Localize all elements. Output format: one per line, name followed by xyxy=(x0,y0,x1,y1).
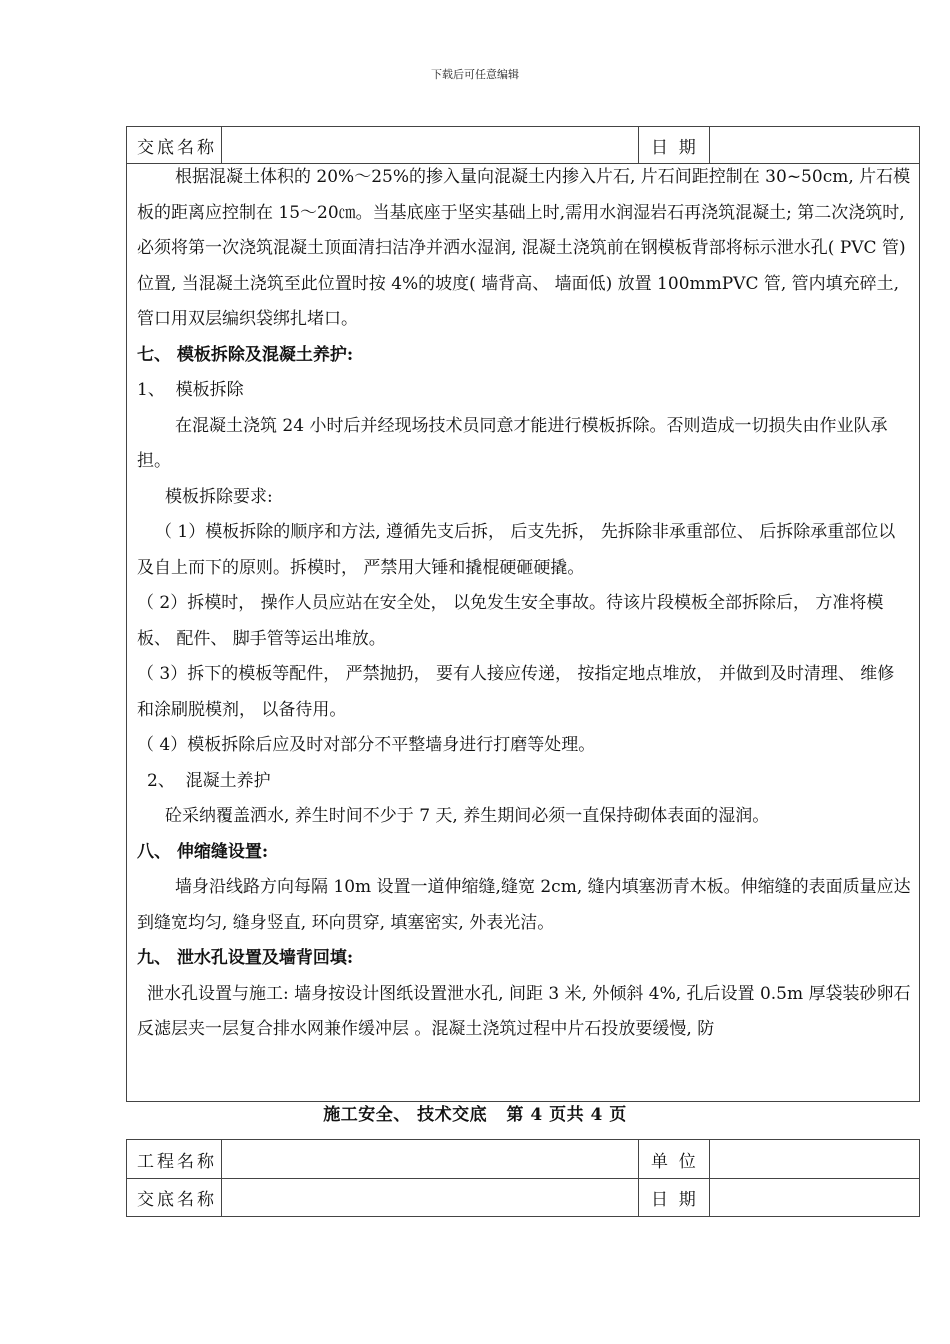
project-label: 工程名称 xyxy=(137,1151,217,1172)
name-label-2: 交底名称 xyxy=(137,1189,217,1210)
header-note: 下载后可任意编辑 xyxy=(431,68,519,81)
page-subtitle: 施工安全、 技术交底 第 4 页共 4 页 xyxy=(323,1105,627,1125)
name-value-cell-2[interactable] xyxy=(222,1178,639,1216)
name-label-cell-2 xyxy=(127,1178,222,1216)
paragraph-8: 砼采纳覆盖洒水, 养生时间不少于 7 天, 养生期间必须一直保持砌体表面的湿润。 xyxy=(165,806,770,826)
paragraph-5: （ 2）拆模时， 操作人员应站在安全处， 以免发生安全事故。待该片段模板全部拆除后， 方准将模板、 配件、 脚手管等运出堆放。 xyxy=(137,593,884,649)
subsection-2: 2、 混凝土养护 xyxy=(147,770,271,791)
name-value-cell[interactable] xyxy=(222,127,639,163)
paragraph-3: 模板拆除要求: xyxy=(165,486,273,507)
content-body xyxy=(137,160,911,1048)
date-label-2: 日 期 xyxy=(651,1189,696,1210)
unit-label: 单 位 xyxy=(651,1151,696,1172)
paragraph-4: （ 1）模板拆除的顺序和方法, 遵循先支后拆， 后支先拆， 先拆除非承重部位、 后拆除承重部位以及自上而下的原则。拆模时， 严禁用大锤和撬棍硬砸硬撬。 xyxy=(137,522,896,578)
paragraph-9: 墙身沿线路方向每隔 10m 设置一道伸缩缝,缝宽 2cm, 缝内填塞沥青木板。伸缩缝的表面质量应达到缝宽均匀, 缝身竖直, 环向贯穿, 填塞密实, 外表光洁。 xyxy=(137,877,911,933)
section-heading-7: 七、 模板拆除及混凝土养护: xyxy=(137,344,354,365)
paragraph-10: 泄水孔设置与施工: 墙身按设计图纸设置泄水孔, 间距 3 米, 外倾斜 4%, 孔后设置 0.5m 厚袋装砂卵石反滤层夹一层复合排水网兼作缓冲层 。混凝土浇筑过程中片石投放要缓慢, 防 xyxy=(137,983,911,1039)
date-label-cell-2 xyxy=(639,1178,710,1216)
date-label: 日 期 xyxy=(651,137,696,158)
unit-label-cell xyxy=(639,1140,710,1178)
paragraph-2: 在混凝土浇筑 24 小时后并经现场技术员同意才能进行模板拆除。否则造成一切损失由作业队承担。 xyxy=(137,415,888,471)
project-value-cell[interactable] xyxy=(222,1140,639,1178)
unit-value-cell[interactable] xyxy=(710,1140,920,1178)
paragraph-7: （ 4）模板拆除后应及时对部分不平整墙身进行打磨等处理。 xyxy=(137,735,596,755)
section-heading-8: 八、 伸缩缝设置: xyxy=(137,841,269,862)
date-label-cell xyxy=(639,127,710,163)
section-heading-9: 九、 泄水孔设置及墙背回填: xyxy=(137,948,354,968)
name-label-cell xyxy=(127,127,222,163)
subsection-1: 1、 模板拆除 xyxy=(137,380,244,400)
top-form-table xyxy=(126,126,920,1102)
paragraph-6: （ 3）拆下的模板等配件， 严禁抛扔， 要有人接应传递， 按指定地点堆放， 并做到及时清理、 维修和涂刷脱模剂， 以备待用。 xyxy=(137,664,895,720)
bottom-form-table xyxy=(126,1139,920,1217)
project-label-cell xyxy=(127,1140,222,1178)
date-value-cell-2[interactable] xyxy=(710,1178,920,1216)
name-label: 交底名称 xyxy=(137,137,217,158)
paragraph-1: 根据混凝土体积的 20%～25%的掺入量向混凝土内掺入片石, 片石间距控制在 30~50cm, 片石模板的距离应控制在 15～20㎝。当基底座于坚实基础上时,需用水润湿岩石再浇筑混凝土; 第二次浇筑时, 必须将第一次浇筑混凝土顶面清扫洁净并洒水湿润, 混凝土浇筑前在钢模板背部将标示泄水孔( PVC 管) 位置, 当混凝土浇筑至此位置时按 4%的坡度( 墙背高、 墙面低) 放置 100mmPVC 管, 管内填充碎土, 管口用双层编织袋绑扎堵口。 xyxy=(137,167,911,329)
date-value-cell[interactable] xyxy=(710,127,920,163)
